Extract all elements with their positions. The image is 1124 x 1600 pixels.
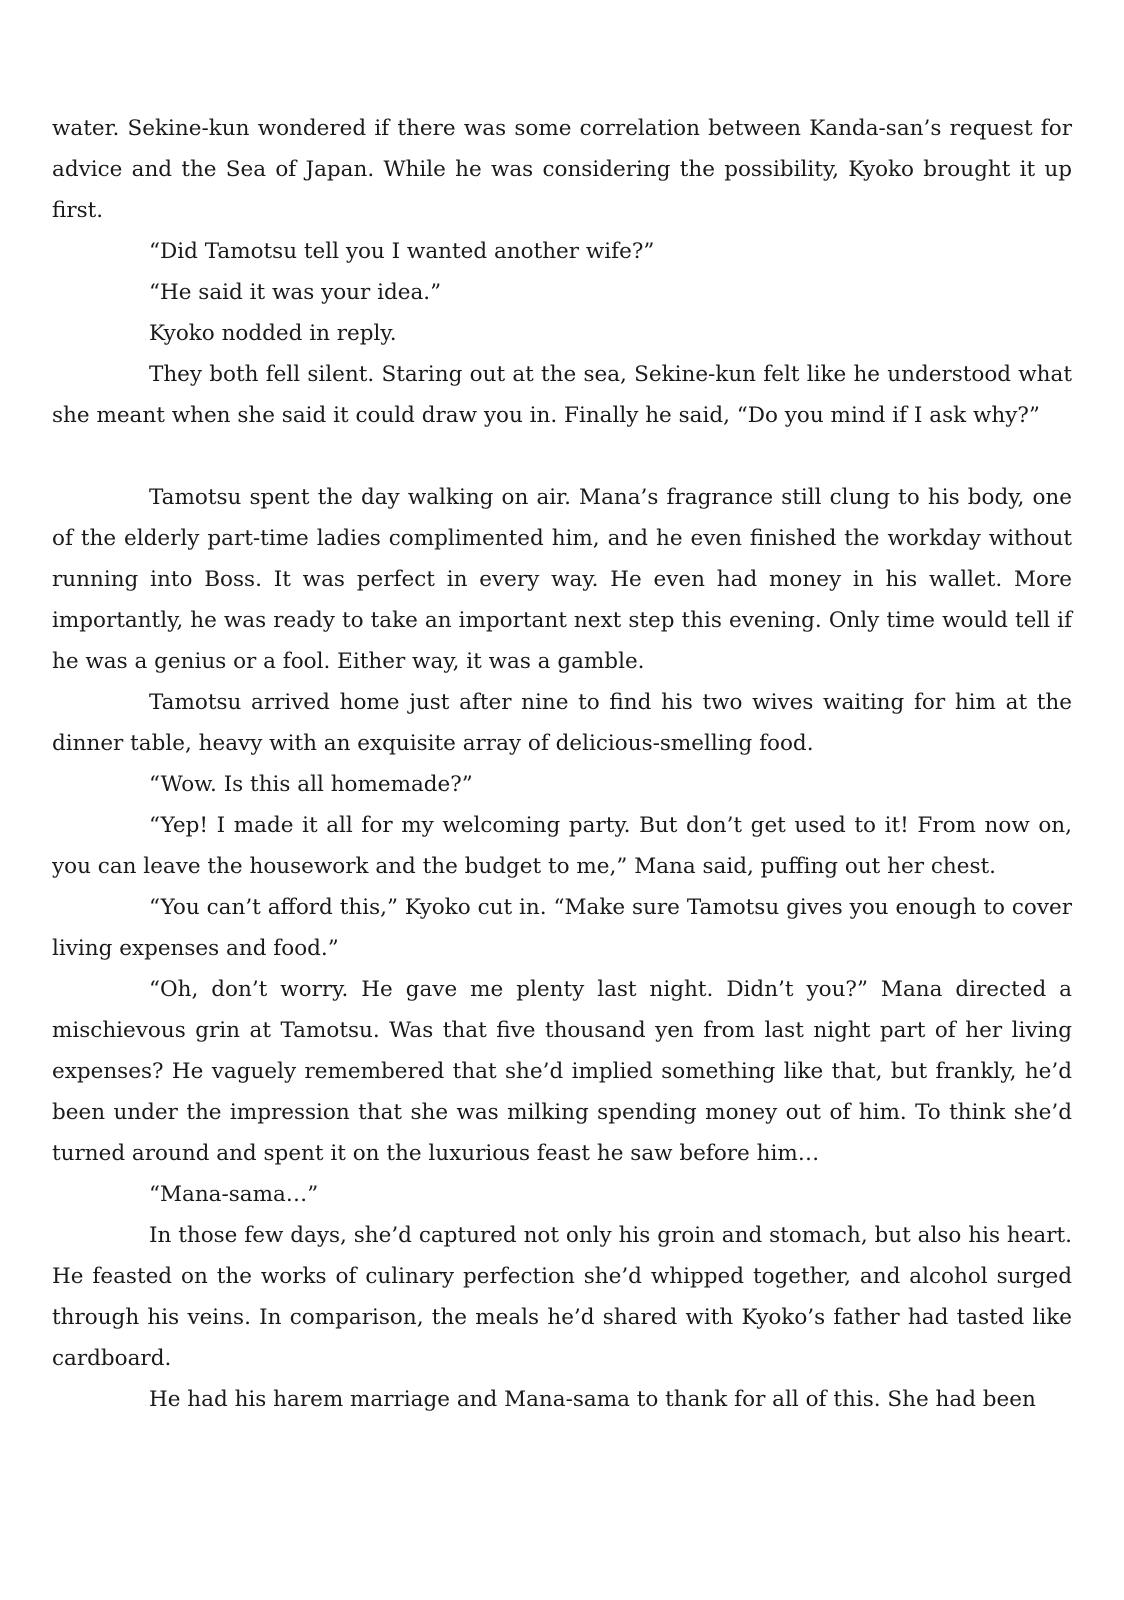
scene-break bbox=[52, 436, 1072, 477]
paragraph-continuation: water. Sekine-kun wondered if there was some correlation between Kanda-san’s request for advice and the Sea of Japan. While he was considering the possibility, Kyoko brought it up first. bbox=[52, 116, 1072, 223]
page-text bbox=[52, 108, 1072, 1420]
paragraph: Kyoko nodded in reply. bbox=[149, 321, 397, 346]
dialogue-paragraph: “Mana-sama…” bbox=[149, 1182, 319, 1207]
paragraph: Tamotsu spent the day walking on air. Mana’s fragrance still clung to his body, one of the elderly part-time ladies complimented him, and he even finished the workday without running into Boss. It was perfect in every way. He even had money in his wallet. More importantly, he was ready to take an important next step this evening. Only time would tell if he was a genius or a fool. Either way, it was a gamble. bbox=[52, 485, 1072, 674]
dialogue-paragraph: “He said it was your idea.” bbox=[149, 280, 442, 305]
paragraph: He had his harem marriage and Mana-sama to thank for all of this. She had been bbox=[149, 1387, 1036, 1412]
dialogue-paragraph: “Yep! I made it all for my welcoming party. But don’t get used to it! From now on, you can leave the housework and the budget to me,” Mana said, puffing out her chest. bbox=[52, 813, 1072, 879]
dialogue-paragraph: “You can’t afford this,” Kyoko cut in. “Make sure Tamotsu gives you enough to cover living expenses and food.” bbox=[52, 895, 1072, 961]
dialogue-paragraph: “Oh, don’t worry. He gave me plenty last night. Didn’t you?” Mana directed a mischievous grin at Tamotsu. Was that five thousand yen from last night part of her living expenses? He vaguely remembered that she’d implied something like that, but frankly, he’d been under the impression that she was milking spending money out of him. To think she’d turned around and spent it on the luxurious feast he saw before him… bbox=[52, 977, 1072, 1166]
dialogue-paragraph: “Wow. Is this all homemade?” bbox=[149, 772, 473, 797]
paragraph: They both fell silent. Staring out at the sea, Sekine-kun felt like he understood what she meant when she said it could draw you in. Finally he said, “Do you mind if I ask why?” bbox=[52, 362, 1072, 428]
paragraph: Tamotsu arrived home just after nine to find his two wives waiting for him at the dinner table, heavy with an exquisite array of delicious-smelling food. bbox=[52, 690, 1072, 756]
dialogue-paragraph: “Did Tamotsu tell you I wanted another wife?” bbox=[149, 239, 655, 264]
paragraph: In those few days, she’d captured not only his groin and stomach, but also his heart. He feasted on the works of culinary perfection she’d whipped together, and alcohol surged through his veins. In comparison, the meals he’d shared with Kyoko’s father had tasted like cardboard. bbox=[52, 1223, 1072, 1371]
